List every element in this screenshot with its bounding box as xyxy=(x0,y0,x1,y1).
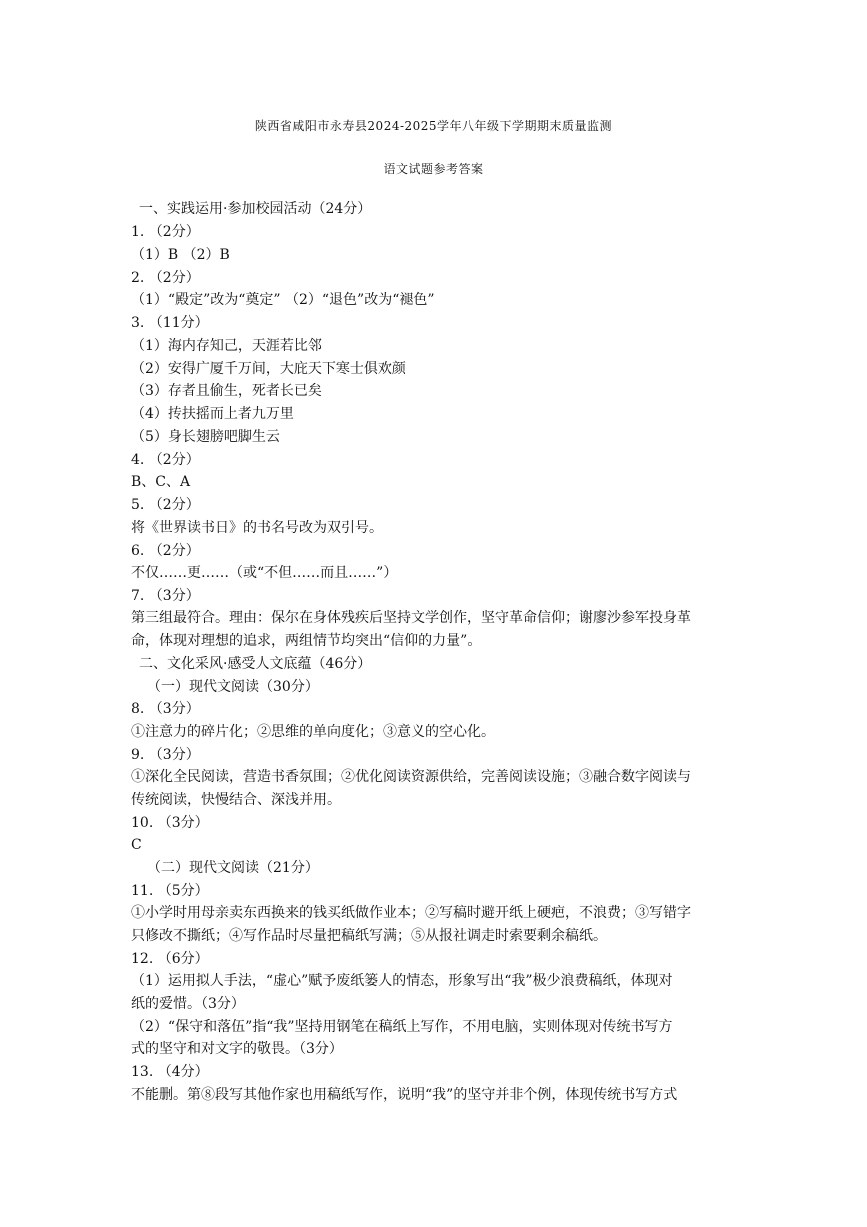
question-4-answer: B、C、A xyxy=(131,474,191,490)
question-6-heading: 6. （2分） xyxy=(131,543,200,559)
question-7-heading: 7. （3分） xyxy=(131,588,200,604)
question-9-answer-line-1: ①深化全民阅读，营造书香氛围；②优化阅读资源供给，完善阅读设施；③融合数字阅读与 xyxy=(131,769,691,785)
question-9-heading: 9. （3分） xyxy=(131,747,200,763)
question-5-heading: 5. （2分） xyxy=(131,497,200,513)
question-12-answer-1-line-1: （1）运用拟人手法，“虚心”赋予废纸篓人的情态，形象写出“我”极少浪费稿纸，体现对 xyxy=(131,973,673,989)
question-12-answer-2-line-2: 式的坚守和对文字的敬畏。（3分） xyxy=(131,1041,343,1057)
question-3-answer-5: （5）身长翅膀吧脚生云 xyxy=(131,429,280,445)
question-3-answer-2: （2）安得广厦千万间，大庇天下寒士俱欢颜 xyxy=(131,361,406,377)
question-10-answer: C xyxy=(131,837,142,853)
question-3-answer-4: （4）抟扶摇而上者九万里 xyxy=(131,406,294,422)
question-12-answer-2-line-1: （2）“保守和落伍”指“我”坚持用钢笔在稿纸上写作，不用电脑，实则体现对传统书写方 xyxy=(131,1019,673,1035)
question-11-answer-line-1: ①小学时用母亲卖东西换来的钱买纸做作业本；②写稿时避开纸上硬疤，不浪费；③写错字 xyxy=(131,905,691,921)
question-3-answer-1: （1）海内存知己，天涯若比邻 xyxy=(131,338,322,354)
question-7-answer-line-2: 命，体现对理想的追求，两组情节均突出“信仰的力量”。 xyxy=(131,633,482,649)
question-3-answer-3: （3）存者且偷生，死者长已矣 xyxy=(131,383,322,399)
question-13-heading: 13. （4分） xyxy=(131,1064,209,1080)
subsection-heading-1: （一）现代文阅读（30分） xyxy=(147,679,319,695)
question-4-heading: 4. （2分） xyxy=(131,452,200,468)
question-2-answer: （1）“殿定”改为“奠定” （2）“退色”改为“褪色” xyxy=(131,292,435,308)
question-10-heading: 10. （3分） xyxy=(131,815,209,831)
question-11-heading: 11. （5分） xyxy=(131,883,209,899)
subsection-heading-2: （二）现代文阅读（21分） xyxy=(147,860,319,876)
question-2-heading: 2. （2分） xyxy=(131,270,200,286)
question-9-answer-line-2: 传统阅读，快慢结合、深浅并用。 xyxy=(131,792,341,808)
question-8-answer: ①注意力的碎片化；②思维的单向度化；③意义的空心化。 xyxy=(131,724,495,740)
section-heading-2: 二、文化采风·感受人文底蕴（46分） xyxy=(139,656,372,672)
question-13-answer-line-1: 不能删。第⑧段写其他作家也用稿纸写作，说明“我”的坚守并非个例，体现传统书写方式 xyxy=(131,1087,678,1103)
question-1-answer: （1）B （2）B xyxy=(131,247,230,263)
question-7-answer-line-1: 第三组最符合。理由：保尔在身体残疾后坚持文学创作，坚守革命信仰；谢廖沙参军投身革 xyxy=(131,610,691,626)
question-12-answer-1-line-2: 纸的爱惜。（3分） xyxy=(131,996,245,1012)
document-title: 陕西省咸阳市永寿县2024-2025学年八年级下学期期末质量监测 xyxy=(254,119,613,133)
question-3-heading: 3. （11分） xyxy=(131,315,209,331)
question-1-heading: 1. （2分） xyxy=(131,224,200,240)
question-11-answer-line-2: 只修改不撕纸；④写作品时尽量把稿纸写满；⑤从报社调走时索要剩余稿纸。 xyxy=(131,928,607,944)
question-12-heading: 12. （6分） xyxy=(131,951,209,967)
section-heading-1: 一、实践运用·参加校园活动（24分） xyxy=(139,201,372,217)
document-subtitle: 语文试题参考答案 xyxy=(383,162,484,176)
question-6-answer: 不仅……更……（或“不但……而且……”） xyxy=(131,565,398,581)
question-8-heading: 8. （3分） xyxy=(131,701,200,717)
question-5-answer: 将《世界读书日》的书名号改为双引号。 xyxy=(131,520,383,536)
